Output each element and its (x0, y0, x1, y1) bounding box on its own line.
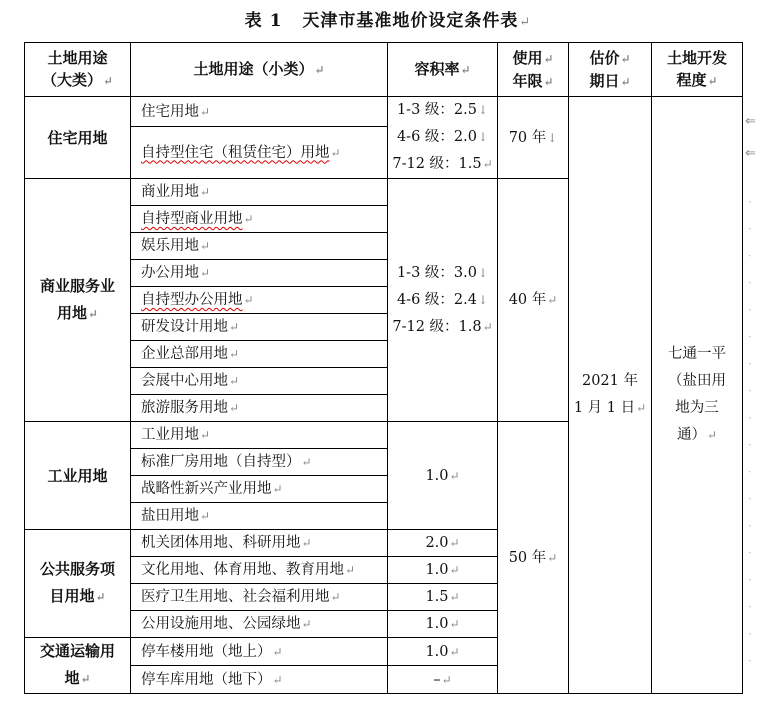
category-industrial: 工业用地 (25, 422, 131, 530)
cell-end-mark-icon: ˏ (748, 406, 752, 419)
left-arrow-icon: ⇐ (745, 146, 756, 161)
subcategory-cell: 商业用地↵ (131, 179, 388, 206)
conditions-table (24, 42, 743, 694)
subcategory-cell: 停车库用地（地下）↵ (131, 666, 388, 694)
cell-end-mark-icon: ˏ (748, 352, 752, 365)
cell-end-mark-icon: ˏ (748, 460, 752, 473)
term-shared: 50 年↵ (498, 422, 569, 694)
header-use-term: 使用↵ 年限↵ (498, 43, 569, 97)
far-cell: 1.5↵ (388, 584, 498, 611)
header-floor-area-ratio: 容积率↵ (388, 43, 498, 97)
header-development-level: 土地开发 程度↵ (652, 43, 743, 97)
far-industrial: 1.0↵ (388, 422, 498, 530)
subcategory-cell: 住宅用地↵ (131, 97, 388, 127)
subcategory-cell: 停车楼用地（地上）↵ (131, 638, 388, 666)
subcategory-cell: 机关团体用地、科研用地↵ (131, 530, 388, 557)
table-row (25, 97, 743, 127)
paragraph-mark: ↵ (519, 15, 532, 30)
left-arrow-icon: ⇐ (745, 114, 756, 129)
cell-end-mark-icon: ˏ (748, 271, 752, 284)
far-cell: 1.0↵ (388, 611, 498, 638)
subcategory-cell: 盐田用地↵ (131, 503, 388, 530)
subcategory-cell: 娱乐用地↵ (131, 233, 388, 260)
header-major-category: 土地用途 （大类）↵ (25, 43, 131, 97)
table-title (0, 6, 776, 31)
subcategory-cell: 自持型办公用地↵ (131, 287, 388, 314)
cell-end-mark-icon: ˏ (748, 217, 752, 230)
cell-end-mark-icon: ˏ (748, 487, 752, 500)
far-commercial: 1-3 级：3.0↓ 4-6 级：2.4↓ 7-12 级：1.8↵ (388, 179, 498, 422)
subcategory-cell: 自持型住宅（租赁住宅）用地↵ (131, 127, 388, 179)
category-residential: 住宅用地 (25, 97, 131, 179)
subcategory-cell: 标准厂房用地（自持型）↵ (131, 449, 388, 476)
cell-end-mark-icon: ˏ (748, 379, 752, 392)
development-level-cell: 七通一平 （盐田用 地为三 通）↵ (652, 97, 743, 694)
header-valuation-date: 估价↵ 期日↵ (569, 43, 652, 97)
subcategory-cell: 工业用地↵ (131, 422, 388, 449)
term-residential: 70 年↓ (498, 97, 569, 179)
table-number: 表 1 (244, 11, 283, 31)
cell-end-mark-icon: ˏ (748, 622, 752, 635)
cell-end-mark-icon: ˏ (748, 649, 752, 662)
category-commercial: 商业服务业 用地↵ (25, 179, 131, 422)
far-residential: 1-3 级：2.5↓ 4-6 级：2.0↓ 7-12 级：1.5↵ (388, 97, 498, 179)
table-title-text: 天津市基准地价设定条件表 (302, 11, 519, 31)
subcategory-cell: 文化用地、体育用地、教育用地↵ (131, 557, 388, 584)
subcategory-cell: 会展中心用地↵ (131, 368, 388, 395)
subcategory-cell: 医疗卫生用地、社会福利用地↵ (131, 584, 388, 611)
cell-end-mark-icon: ˏ (748, 595, 752, 608)
header-row (25, 43, 743, 97)
valuation-date-cell: 2021 年 1 月 1 日↵ (569, 97, 652, 694)
cell-end-mark-icon: ˏ (748, 514, 752, 527)
cell-end-mark-icon: ˏ (748, 568, 752, 581)
subcategory-cell: 公用设施用地、公园绿地↵ (131, 611, 388, 638)
subcategory-cell: 自持型商业用地↵ (131, 206, 388, 233)
far-cell: 2.0↵ (388, 530, 498, 557)
far-cell: –↵ (388, 666, 498, 694)
cell-end-mark-icon: ˏ (748, 433, 752, 446)
subcategory-cell: 研发设计用地↵ (131, 314, 388, 341)
subcategory-cell: 企业总部用地↵ (131, 341, 388, 368)
header-minor-category: 土地用途（小类）↵ (131, 43, 388, 97)
subcategory-cell: 战略性新兴产业用地↵ (131, 476, 388, 503)
category-public-service: 公共服务项 目用地↵ (25, 530, 131, 638)
cell-end-mark-icon: ˏ (748, 190, 752, 203)
cell-end-mark-icon: ˏ (748, 541, 752, 554)
term-commercial: 40 年↵ (498, 179, 569, 422)
far-cell: 1.0↵ (388, 638, 498, 666)
cell-end-mark-icon: ˏ (748, 244, 752, 257)
far-cell: 1.0↵ (388, 557, 498, 584)
subcategory-cell: 办公用地↵ (131, 260, 388, 287)
cell-end-mark-icon: ˏ (748, 298, 752, 311)
category-transport: 交通运输用 地↵ (25, 638, 131, 694)
subcategory-cell: 旅游服务用地↵ (131, 395, 388, 422)
cell-end-mark-icon: ˏ (748, 325, 752, 338)
